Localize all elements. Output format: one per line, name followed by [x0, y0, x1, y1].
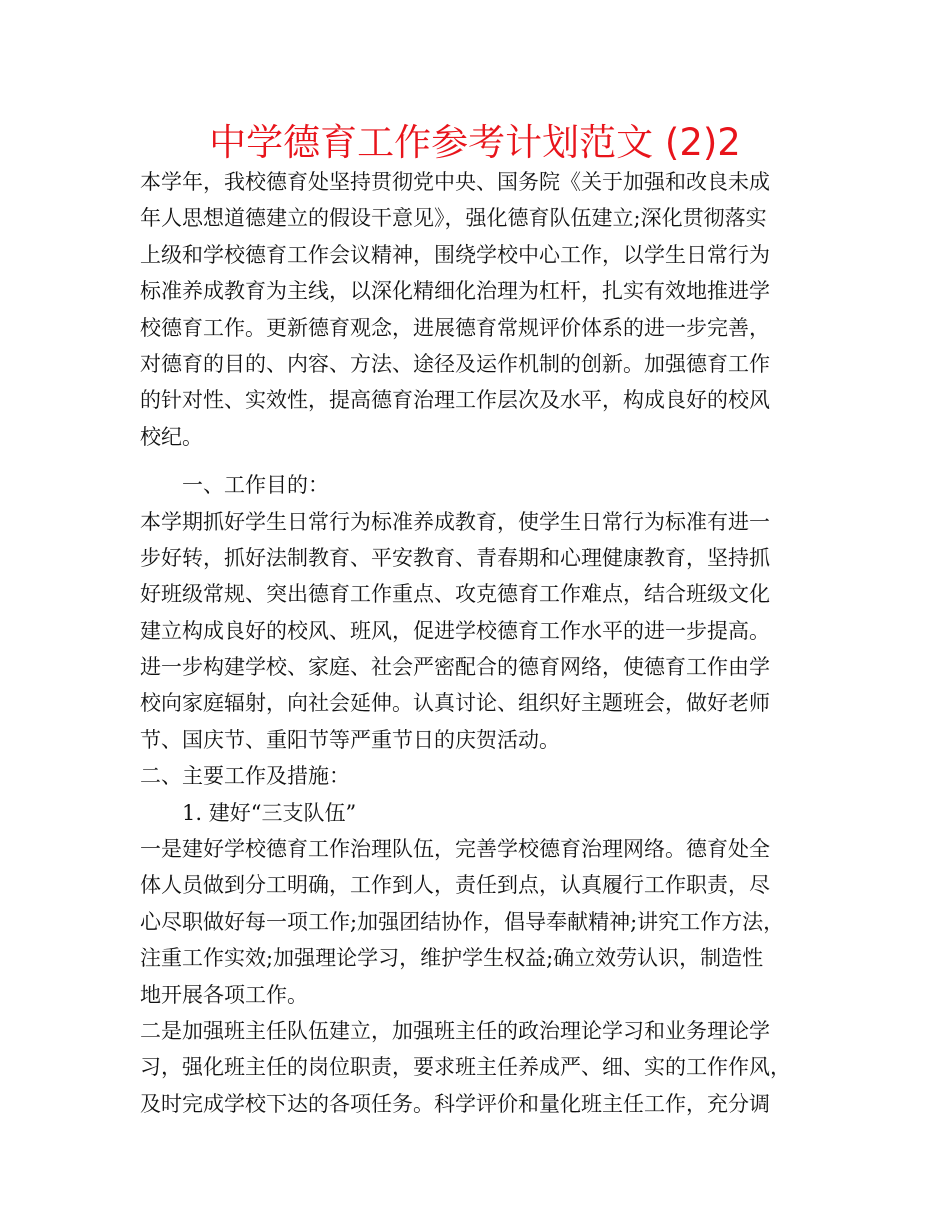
paragraph-line: 校纪。	[140, 424, 203, 449]
paragraph-line: 注重工作实效;加强理论学习，维护学生权益;确立效劳认识，制造性	[140, 946, 764, 971]
paragraph-line: 心尽职做好每一项工作;加强团结协作，倡导奉献精神;讲究工作方法，	[140, 909, 785, 934]
paragraph-line: 校向家庭辐射，向社会延伸。认真讨论、组织好主题班会，做好老师	[140, 691, 770, 716]
subsection-heading: 1. 建好“三支队伍”	[182, 800, 357, 825]
paragraph-line: 本学年，我校德育处坚持贯彻党中央、国务院《关于加强和改良未成	[140, 170, 770, 194]
paragraph-line: 进一步构建学校、家庭、社会严密配合的德育网络，使德育工作由学	[140, 655, 770, 680]
paragraph-line: 好班级常规、突出德育工作重点、攻克德育工作难点，结合班级文化	[140, 582, 770, 607]
paragraph-line: 校德育工作。更新德育观念，进展德育常规评价体系的进一步完善，	[140, 315, 770, 340]
document-body	[140, 164, 820, 1122]
paragraph-line: 习，强化班主任的岗位职责，要求班主任养成严、细、实的工作作风，	[140, 1055, 791, 1080]
paragraph-line: 及时完成学校下达的各项任务。科学评价和量化班主任工作，充分调	[140, 1091, 770, 1116]
paragraph-line: 节、国庆节、重阳节等严重节日的庆贺活动。	[140, 727, 560, 752]
document-title: 中学德育工作参考计划范文 (2)2	[209, 121, 741, 164]
paragraph-line: 本学期抓好学生日常行为标准养成教育，使学生日常行为标准有进一	[140, 509, 770, 534]
section-heading: 二、主要工作及措施：	[140, 764, 350, 789]
paragraph-line: 二是加强班主任队伍建立，加强班主任的政治理论学习和业务理论学	[140, 1018, 770, 1043]
paragraph-line: 标准养成教育为主线，以深化精细化治理为杠杆，扎实有效地推进学	[140, 279, 770, 304]
paragraph-line: 对德育的目的、内容、方法、途径及运作机制的创新。加强德育工作	[140, 351, 770, 376]
paragraph-gap	[140, 455, 820, 467]
section-heading: 一、工作目的：	[182, 473, 329, 498]
paragraph-line: 建立构成良好的校风、班风，促进学校德育工作水平的进一步提高。	[140, 618, 770, 643]
paragraph-line: 一是建好学校德育工作治理队伍，完善学校德育治理网络。德育处全	[140, 837, 770, 862]
paragraph-line: 的针对性、实效性，提高德育治理工作层次及水平，构成良好的校风	[140, 388, 770, 413]
paragraph-line: 体人员做到分工明确，工作到人，责任到点，认真履行工作职责，尽	[140, 873, 770, 898]
paragraph-line: 上级和学校德育工作会议精神，围绕学校中心工作，以学生日常行为	[140, 242, 770, 267]
paragraph-line: 年人思想道德建立的假设干意见》，强化德育队伍建立;深化贯彻落实	[140, 206, 767, 231]
paragraph-line: 地开展各项工作。	[140, 982, 308, 1007]
paragraph-line: 步好转，抓好法制教育、平安教育、青春期和心理健康教育，坚持抓	[140, 545, 770, 570]
